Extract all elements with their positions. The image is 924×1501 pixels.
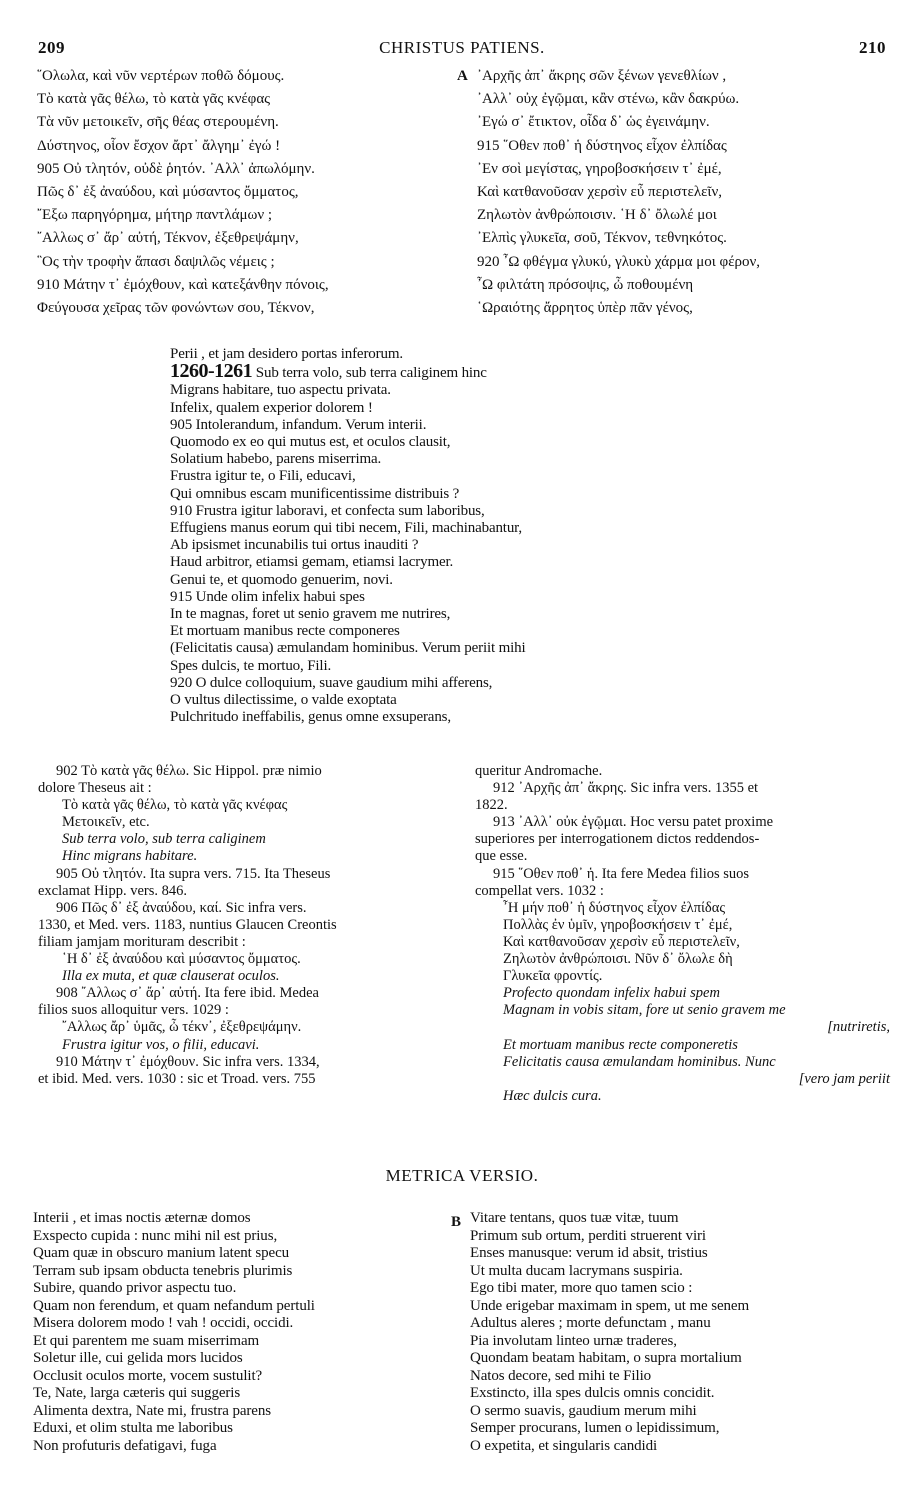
latin-line: Quomodo ex eo qui mutus est, et oculos clausit,	[170, 434, 451, 451]
greek-verse-line: ᾽Εγώ σ᾽ ἔτικτον, οἶδα δ᾽ ὡς ἐγεινάμην.	[477, 114, 710, 131]
note-line: 908 ῎Αλλως σ᾽ ἄρ᾽ αὐτή. Ita fere ibid. Medea	[56, 985, 319, 1002]
metrica-verse-line: Soletur ille, cui gelida mors lucidos	[33, 1350, 243, 1366]
note-line: Πολλὰς ἐν ὑμῖν, γηροβοσκήσειν τ᾽ ἐμέ,	[503, 916, 733, 933]
margin-marker-b: B	[451, 1214, 462, 1230]
note-line: Profecto quondam infelix habui spem	[503, 985, 720, 1002]
metrica-verse-line: Te, Nate, larga cæteris qui suggeris	[33, 1385, 241, 1401]
greek-verse-line: ῏Ω φιλτάτη πρόσοψις, ὦ ποθουμένη	[477, 276, 694, 293]
note-line: Frustra igitur vos, o filii, educavi.	[62, 1036, 260, 1053]
metrica-verse-line: Pia involutam linteo urnæ traderes,	[470, 1332, 677, 1349]
greek-verse-line: 910 Μάτην τ᾽ ἐμόχθουν, καὶ κατεξάνθην πόνοις,	[37, 276, 329, 293]
note-line: superiores per interrogationem dictos reddendos-	[475, 831, 760, 848]
latin-line: Infelix, qualem experior dolorem !	[170, 399, 373, 416]
metrica-verse-line: Eduxi, et olim stulta me laboribus	[33, 1420, 233, 1436]
latin-translation	[170, 346, 770, 726]
metrica-verse-line: O sermo suavis, gaudium merum mihi	[470, 1402, 697, 1419]
greek-verse-line: Τὸ κατὰ γᾶς θέλω, τὸ κατὰ γᾶς κνέφας	[37, 91, 271, 108]
metrica-verse-line: Exstincto, illa spes dulcis omnis concidit.	[470, 1385, 715, 1401]
greek-verse-line: ῞Ολωλα, καὶ νῦν νερτέρων ποθῶ δόμους.	[37, 68, 285, 84]
note-line: Μετοικεῖν, etc.	[62, 814, 150, 831]
note-line: filios suos alloquitur vers. 1029 :	[38, 1002, 229, 1019]
latin-line: Effugiens manus eorum qui tibi necem, Fili, machinabantur,	[170, 520, 523, 537]
metrica-verse-line: Ego tibi mater, more quo tamen scio :	[470, 1280, 693, 1296]
latin-line-text: Sub terra volo, sub terra caliginem hinc	[255, 365, 487, 382]
note-line: Hinc migrans habitare.	[62, 848, 198, 865]
greek-verse-line: Καὶ κατθανοῦσαν χερσὶν εὖ περιστελεῖν,	[477, 184, 722, 201]
metrica-verse-line: Enses manusque: verum id absit, tristius	[470, 1245, 708, 1261]
note-line: 902 Τὸ κατὰ γᾶς θέλω. Sic Hippol. præ nimio	[56, 763, 322, 779]
metrica-verse-line: Quondam beatam habitam, o supra mortalium	[470, 1350, 742, 1366]
latin-line: Frustra igitur te, o Fili, educavi,	[170, 468, 356, 485]
latin-lines	[170, 382, 770, 726]
note-line: Et mortuam manibus recte componeretis	[503, 1036, 738, 1053]
section-title: METRICA VERSIO.	[385, 1166, 539, 1185]
note-line: ῏Η μήν ποθ᾽ ἡ δύστηνος εἶχον ἐλπίδας	[503, 899, 726, 916]
page-number-right: 210	[859, 38, 886, 57]
notes-right-column	[475, 763, 890, 1105]
note-line: Ζηλωτὸν ἀνθρώποισι. Νῦν δ᾽ ὄλωλε δὴ	[503, 951, 733, 968]
metrica-verse-line: Et qui parentem me suam miserrimam	[33, 1332, 260, 1349]
greek-verse-line: 905 Οὐ τλητόν, οὐδὲ ῥητόν. ᾽Αλλ᾽ ἀπωλόμην.	[37, 160, 315, 177]
metrica-verse-line: Occlusit oculos morte, vocem sustulit?	[33, 1367, 263, 1384]
latin-line: 915 Unde olim infelix habui spes	[170, 588, 365, 605]
greek-verse-line: Τὰ νῦν μετοικεῖν, σῆς θέας στερουμένη.	[37, 114, 279, 131]
metrica-verse-line: Terram sub ipsam obducta tenebris plurimis	[33, 1262, 293, 1279]
latin-line: Solatium habebo, parens miserrima.	[170, 451, 382, 468]
greek-verse-line: Πῶς δ᾽ ἐξ ἀναύδου, καὶ μύσαντος ὄμματος,	[37, 184, 299, 201]
greek-verse-line: 920 ῏Ω φθέγμα γλυκύ, γλυκὺ χάρμα μοι φέρον,	[477, 253, 761, 270]
latin-line: (Felicitatis causa) æmulandam hominibus. Verum periit mihi	[170, 640, 526, 657]
note-line: 1822.	[475, 797, 508, 814]
metrica-verse-line: Vitare tentans, quos tuæ vitæ, tuum	[470, 1210, 679, 1226]
greek-verse-line: ῎Αλλως σ᾽ ἄρ᾽ αὐτή, Τέκνον, ἐξεθρεψάμην,	[37, 230, 299, 247]
greek-verse-line: ᾽Εν σοὶ μεγίστας, γηροβοσκήσειν τ᾽ ἐμέ,	[477, 160, 722, 177]
note-line: 910 Μάτην τ᾽ ἐμόχθουν. Sic infra vers. 1334,	[56, 1053, 320, 1070]
latin-line: In te magnas, foret ut senio gravem me nutrires,	[170, 606, 451, 623]
margin-marker-a: A	[457, 68, 468, 84]
latin-line: Haud arbitror, etiamsi gemam, etiamsi lacrymer.	[170, 554, 454, 571]
metrica-left-column	[33, 1210, 443, 1455]
metrica-verse-line: Alimenta dextra, Nate mi, frustra parens	[33, 1402, 271, 1419]
metrica-verse-line: Natos decore, sed mihi te Filio	[470, 1367, 652, 1384]
latin-line: 910 Frustra igitur laboravi, et confecta sum laboribus,	[170, 502, 485, 519]
metrica-verse-line: Interii , et imas noctis æternæ domos	[33, 1210, 251, 1226]
note-line: 915 ῞Οθεν ποθ᾽ ἡ. Ita fere Medea filios suos	[493, 865, 750, 882]
metrica-verse-line: Primum sub ortum, perditi struerent viri	[470, 1227, 706, 1244]
latin-line: Migrans habitare, tuo aspectu privata.	[170, 382, 391, 399]
page-number-left: 209	[38, 38, 65, 57]
note-line: Magnam in vobis sitam, fore ut senio gravem me	[503, 1002, 786, 1019]
note-line: [vero jam periit	[798, 1070, 890, 1087]
note-line: queritur Andromache.	[475, 763, 603, 779]
note-line: 913 ᾽Αλλ᾽ οὐκ ἐγῷμαι. Hoc versu patet proxime	[493, 814, 774, 831]
latin-line: Ab ipsismet incunabilis tui ortus inauditi ?	[170, 537, 419, 554]
note-line: Sub terra volo, sub terra caliginem	[62, 831, 266, 848]
greek-verse-line: ῾Ωραιότης ἄρρητος ὑπὲρ πᾶν γένος,	[477, 300, 693, 317]
latin-line	[170, 360, 770, 383]
metrica-verse-line: O expetita, et singularis candidi	[470, 1437, 658, 1454]
metrica-verse-line: Unde erigebar maximam in spem, ut me senem	[470, 1297, 750, 1314]
note-line: dolore Theseus ait :	[38, 780, 152, 797]
metrica-verse-line: Non profuturis defatigavi, fuga	[33, 1437, 217, 1454]
note-line: Γλυκεῖα φροντίς.	[503, 968, 603, 985]
latin-line: O vultus dilectissime, o valde exoptata	[170, 692, 397, 709]
greek-right-column	[477, 65, 897, 320]
note-line: exclamat Hipp. vers. 846.	[38, 882, 187, 899]
metrica-verse-line: Quam quæ in obscuro manium latent specu	[33, 1245, 290, 1261]
note-line: 905 Οὐ τλητόν. Ita supra vers. 715. Ita Theseus	[56, 865, 331, 882]
note-line: compellat vers. 1032 :	[475, 882, 604, 899]
note-line: Hæc dulcis cura.	[503, 1087, 602, 1104]
latin-line: 920 O dulce colloquium, suave gaudium mihi afferens,	[170, 674, 493, 691]
note-line: Τὸ κατὰ γᾶς θέλω, τὸ κατὰ γᾶς κνέφας	[62, 797, 288, 814]
note-line: et ibid. Med. vers. 1030 : sic et Troad. vers. 755	[38, 1070, 316, 1087]
metrica-verse-line: Misera dolorem modo ! vah ! occidi, occidi.	[33, 1315, 294, 1331]
note-line: Καὶ κατθανοῦσαν χερσὶν εὖ περιστελεῖν,	[503, 933, 740, 950]
greek-verse-line: ᾽Αλλ᾽ οὐχ ἐγῷμαι, κἂν στένω, κἂν δακρύω.	[477, 91, 740, 108]
note-line: 912 ᾽Αρχῆς ἀπ᾽ ἄκρης. Sic infra vers. 1355 et	[493, 780, 759, 797]
latin-line: Pulchritudo ineffabilis, genus omne exsuperans,	[170, 709, 451, 726]
note-line: que esse.	[475, 848, 528, 865]
greek-verse-line: ῝Ος τὴν τροφὴν ἅπασι δαψιλῶς νέμεις ;	[37, 253, 275, 270]
greek-left-column	[37, 65, 437, 320]
metrica-verse-line: Quam non ferendum, et quam nefandum pertuli	[33, 1297, 315, 1314]
column-number: 1260-1261	[170, 360, 253, 383]
note-line: filiam jamjam morituram describit :	[38, 933, 246, 950]
running-title: CHRISTUS PATIENS.	[379, 38, 545, 57]
notes-left-column	[38, 763, 448, 1088]
latin-line: Qui omnibus escam munificentissime distribuis ?	[170, 485, 460, 502]
note-line: [nutriretis,	[827, 1019, 890, 1036]
note-line: 906 Πῶς δ᾽ ἐξ ἀναύδου, καί. Sic infra vers.	[56, 899, 307, 916]
latin-line: Spes dulcis, te mortuo, Fili.	[170, 657, 332, 674]
metrica-verse-line: Exspecto cupida : nunc mihi nil est prius,	[33, 1227, 278, 1244]
greek-verse-line: ᾽Αρχῆς ἀπ᾽ ἄκρης σῶν ξένων γενεθλίων ,	[477, 68, 727, 84]
note-line: Illa ex muta, et quæ clauserat oculos.	[62, 968, 280, 985]
note-line: ῾Η δ᾽ ἐξ ἀναύδου καὶ μύσαντος ὄμματος.	[62, 951, 301, 968]
metrica-verse-line: Adultus aleres ; morte defunctam , manu	[470, 1315, 711, 1331]
note-line: 1330, et Med. vers. 1183, nuntius Glaucen Creontis	[38, 916, 337, 933]
note-line: Felicitatis causa æmulandam hominibus. Nunc	[503, 1053, 776, 1070]
greek-verse-line: ῎Εξω παρηγόρημα, μήτηρ παντλάμων ;	[37, 207, 273, 224]
greek-verse-line: 915 ῞Οθεν ποθ᾽ ἡ δύστηνος εἶχον ἐλπίδας	[477, 137, 727, 154]
metrica-verse-line: Semper procurans, lumen o lepidissimum,	[470, 1420, 720, 1436]
latin-line: 905 Intolerandum, infandum. Verum interii.	[170, 416, 427, 433]
metrica-verse-line: Subire, quando privor aspectu tuo.	[33, 1280, 237, 1296]
greek-verse-line: Ζηλωτὸν ἀνθρώποισιν. ῾Η δ᾽ ὄλωλέ μοι	[477, 207, 717, 224]
greek-verse-line: ᾽Ελπὶς γλυκεῖα, σοῦ, Τέκνον, τεθνηκότος.	[477, 230, 727, 247]
greek-verse-line: Δύστηνος, οἷον ἔσχον ἄρτ᾽ ἄλγημ᾽ ἐγώ !	[37, 137, 281, 154]
note-line: ῎Αλλως ἄρ᾽ ὑμᾶς, ὦ τέκν᾽, ἐξεθρεψάμην.	[62, 1019, 302, 1036]
latin-line: Perii , et jam desidero portas inferorum.	[170, 346, 403, 362]
latin-line: Et mortuam manibus recte componeres	[170, 623, 400, 640]
metrica-right-column	[470, 1210, 890, 1455]
metrica-verse-line: Ut multa ducam lacrymans suspiria.	[470, 1262, 683, 1279]
greek-verse-line: Φεύγουσα χεῖρας τῶν φονώντων σου, Τέκνον,	[37, 300, 315, 317]
latin-line: Genui te, et quomodo genuerim, novi.	[170, 571, 393, 588]
